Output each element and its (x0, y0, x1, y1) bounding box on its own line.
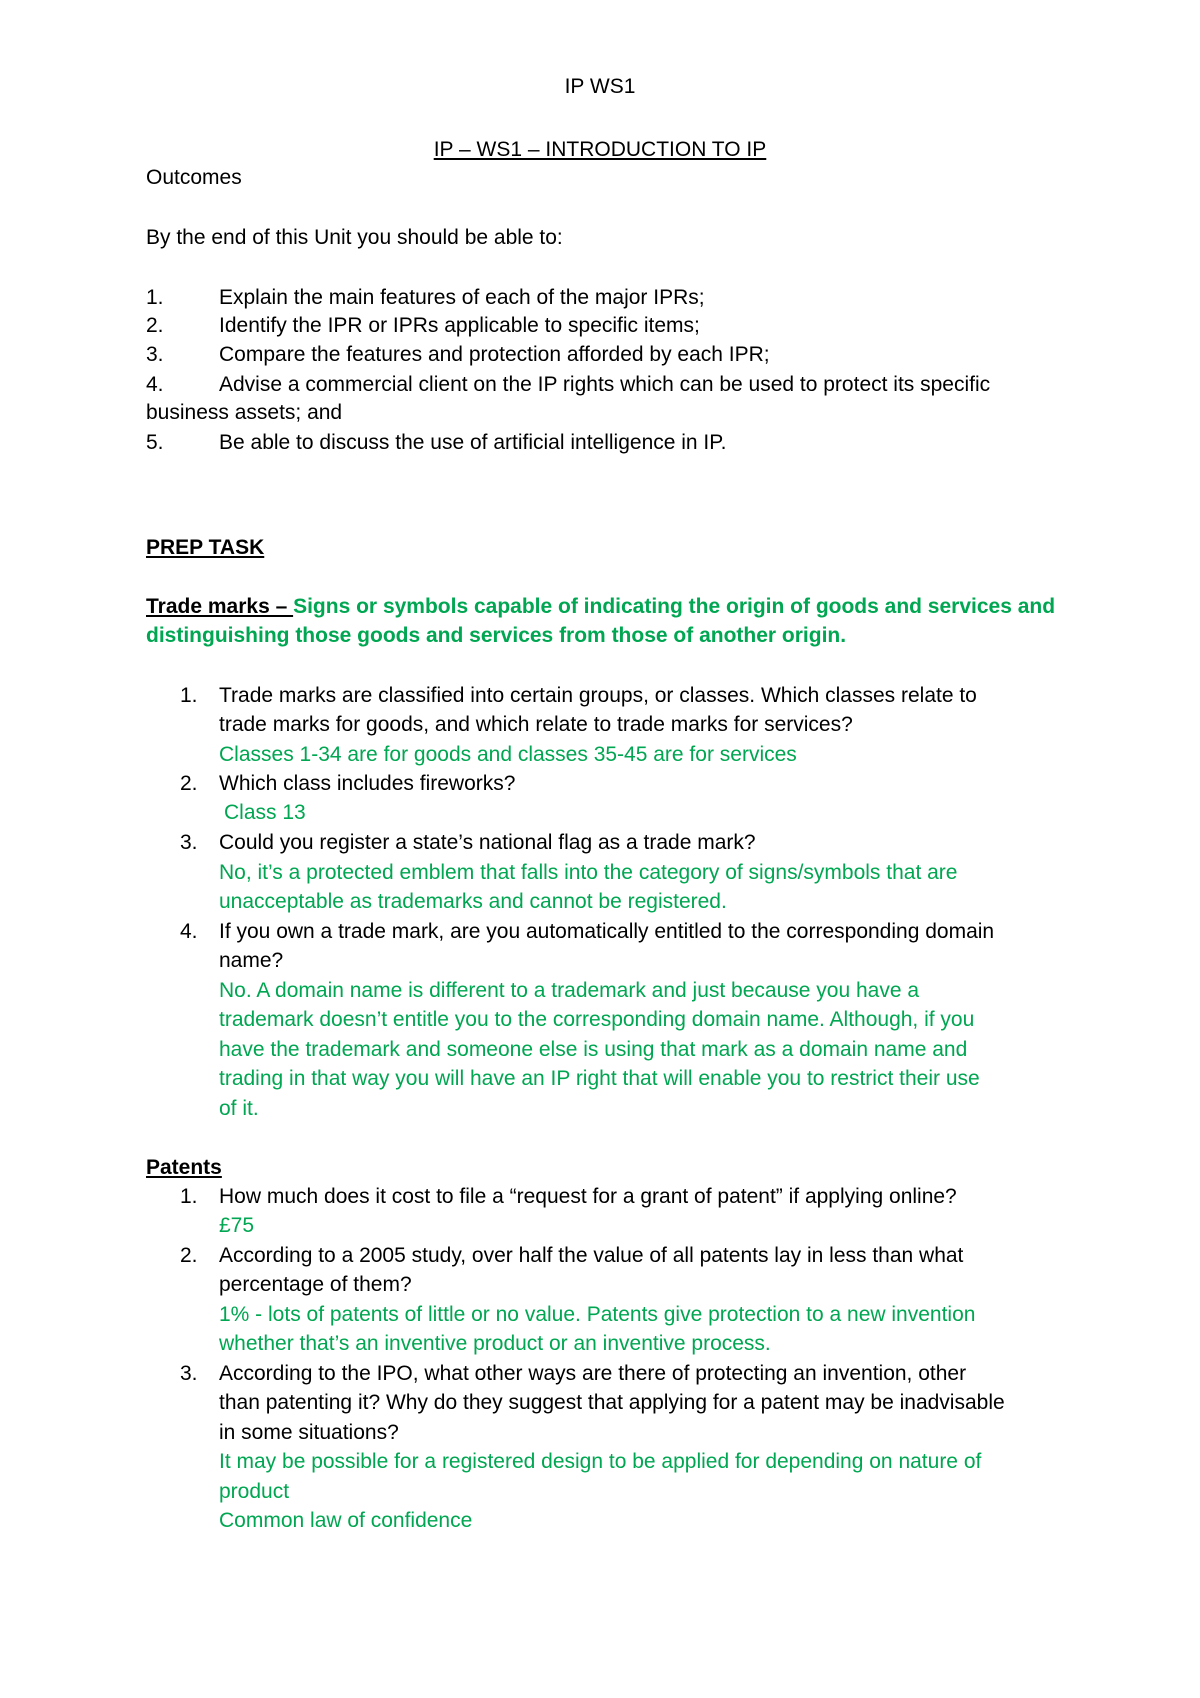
list-item: Advise a commercial client on the IP rights which can be used to protect its specific (219, 373, 991, 396)
list-item-number: 5. (146, 431, 164, 454)
list-item-number: 2. (146, 314, 164, 337)
answer-text: It may be possible for a registered design to be applied for depending on nature of (219, 1450, 982, 1473)
question-number: 1. (180, 1185, 198, 1208)
answer-text: have the trademark and someone else is using that mark as a domain name and (219, 1038, 968, 1061)
answer-text: £75 (219, 1214, 255, 1237)
question-number: 3. (180, 1362, 198, 1385)
question-text: in some situations? (219, 1421, 399, 1444)
question-number: 4. (180, 920, 198, 943)
question-text: Trade marks are classified into certain groups, or classes. Which classes relate to (219, 684, 977, 707)
outcomes-intro: By the end of this Unit you should be able to: (146, 226, 563, 249)
answer-text: Class 13 (224, 801, 306, 824)
outcomes-label: Outcomes (146, 166, 242, 189)
page-header-title: IP WS1 (564, 75, 636, 98)
list-item: Identify the IPR or IPRs applicable to specific items; (219, 314, 700, 337)
answer-text: No. A domain name is different to a trademark and just because you have a (219, 979, 920, 1002)
list-item-number: 4. (146, 373, 164, 396)
answer-text: of it. (219, 1097, 259, 1120)
question-text: How much does it cost to file a “request for a grant of patent” if applying online? (219, 1185, 957, 1208)
answer-text: No, it’s a protected emblem that falls into the category of signs/symbols that are (219, 861, 958, 884)
question-number: 1. (180, 684, 198, 707)
question-text: Could you register a state’s national flag as a trade mark? (219, 831, 756, 854)
question-text: trade marks for goods, and which relate to trade marks for services? (219, 713, 853, 736)
question-number: 2. (180, 1244, 198, 1267)
list-item-number: 3. (146, 343, 164, 366)
question-text: According to a 2005 study, over half the value of all patents lay in less than what (219, 1244, 964, 1267)
answer-text: trademark doesn’t entitle you to the corresponding domain name. Although, if you (219, 1008, 975, 1031)
list-item-continuation: business assets; and (146, 401, 343, 424)
answer-text: Common law of confidence (219, 1509, 473, 1532)
answer-text: trading in that way you will have an IP right that will enable you to restrict their use (219, 1067, 980, 1090)
prep-task-heading: PREP TASK (146, 536, 265, 559)
list-item: Explain the main features of each of the major IPRs; (219, 286, 705, 309)
list-item: Be able to discuss the use of artificial intelligence in IP. (219, 431, 727, 454)
patents-heading: Patents (146, 1156, 222, 1179)
answer-text: Classes 1-34 are for goods and classes 35-45 are for services (219, 743, 797, 766)
trade-marks-label: Trade marks – (146, 595, 294, 618)
answer-text: 1% - lots of patents of little or no value. Patents give protection to a new invention (219, 1303, 976, 1326)
question-text: name? (219, 949, 284, 972)
trade-marks-definition-line: distinguishing those goods and services from those of another origin. (146, 624, 847, 647)
answer-text: unacceptable as trademarks and cannot be registered. (219, 890, 727, 913)
list-item: Compare the features and protection afforded by each IPR; (219, 343, 770, 366)
answer-text: whether that’s an inventive product or an inventive process. (219, 1332, 771, 1355)
question-text: According to the IPO, what other ways are there of protecting an invention, other (219, 1362, 967, 1385)
question-text: Which class includes fireworks? (219, 772, 516, 795)
trade-marks-definition-line: Signs or symbols capable of indicating the origin of goods and services and (293, 595, 1056, 618)
document-heading: IP – WS1 – INTRODUCTION TO IP (433, 138, 767, 161)
question-text: If you own a trade mark, are you automatically entitled to the corresponding domain (219, 920, 995, 943)
question-number: 2. (180, 772, 198, 795)
answer-text: product (219, 1480, 290, 1503)
list-item-number: 1. (146, 286, 164, 309)
question-text: percentage of them? (219, 1273, 412, 1296)
question-text: than patenting it? Why do they suggest that applying for a patent may be inadvisable (219, 1391, 1005, 1414)
trade-marks-definition (146, 592, 1055, 621)
question-number: 3. (180, 831, 198, 854)
